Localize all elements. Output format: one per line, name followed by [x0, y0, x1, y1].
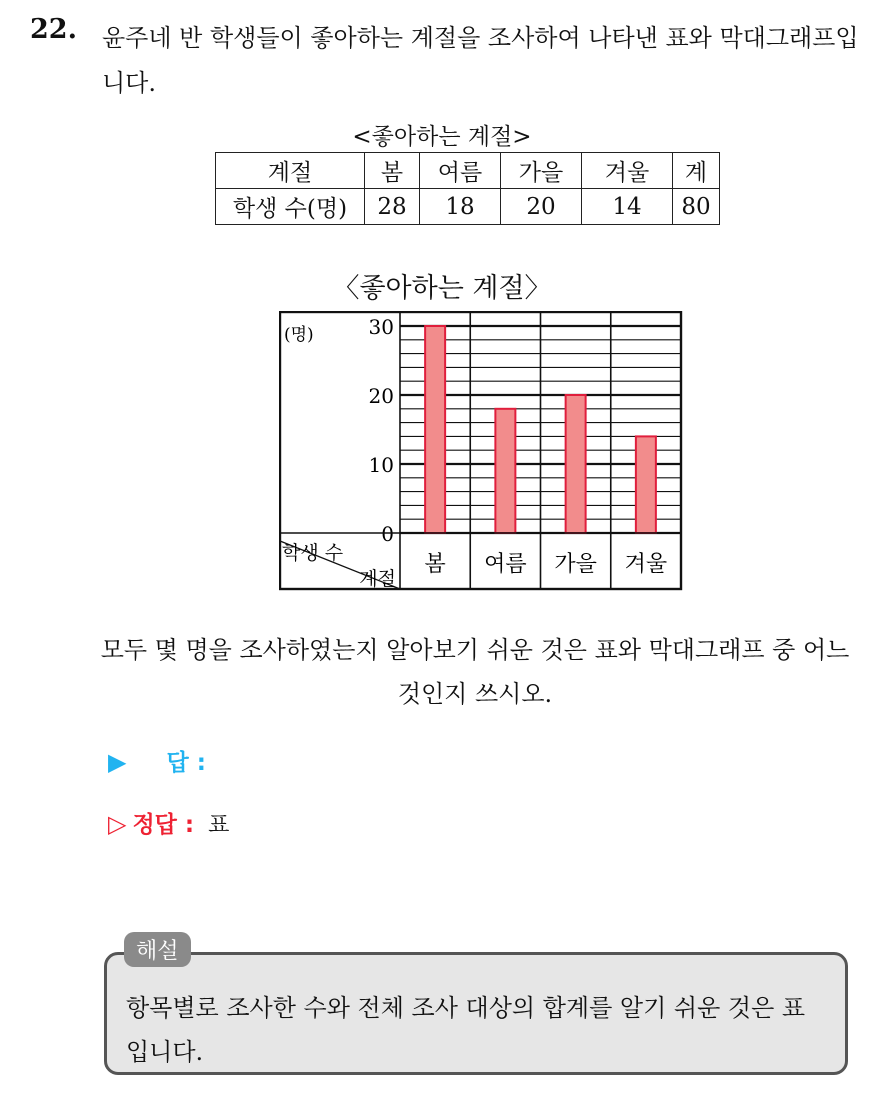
bar — [566, 395, 586, 533]
category-label: 봄 — [424, 552, 446, 577]
outline-triangle-icon: ▷ — [108, 810, 127, 838]
answer-row — [108, 744, 206, 777]
corner-bottom-label: 계절 — [359, 568, 396, 590]
bar — [636, 436, 656, 533]
bar — [495, 409, 515, 533]
bar — [425, 326, 445, 533]
chart-title: 〈좋아하는 계절〉 — [332, 273, 552, 304]
table-header-row — [216, 153, 720, 189]
table-cell: 28 — [365, 189, 420, 225]
table-cell: 계절 — [216, 153, 365, 189]
table-cell: 계 — [673, 153, 720, 189]
table-cell: 14 — [582, 189, 673, 225]
category-label: 겨울 — [624, 552, 668, 577]
y-tick-label: 20 — [368, 384, 394, 408]
table-cell: 여름 — [420, 153, 501, 189]
correct-answer-row — [108, 806, 229, 839]
table-cell: 봄 — [365, 153, 420, 189]
prompt-text: 모두 몇 명을 조사하였는지 알아보기 쉬운 것은 표와 막대그래프 중 어느 것인지 쓰시오. — [100, 636, 850, 708]
y-tick-label: 10 — [368, 453, 394, 477]
explanation-text: 항목별로 조사한 수와 전체 조사 대상의 합계를 알기 쉬운 것은 표입니다. — [126, 994, 806, 1066]
question-text: 윤주네 반 학생들이 좋아하는 계절을 조사하여 나타낸 표와 막대그래프입니다. — [102, 24, 859, 97]
season-table — [215, 152, 720, 225]
category-label: 가을 — [554, 552, 597, 577]
table-cell: 학생 수(명) — [216, 189, 365, 225]
y-tick-label: 30 — [368, 315, 394, 339]
corner-top-label: 학생 수 — [282, 542, 344, 564]
table-cell: 20 — [501, 189, 582, 225]
y-tick-label: 0 — [381, 522, 394, 546]
table-cell: 가을 — [501, 153, 582, 189]
table-cell: 80 — [673, 189, 720, 225]
explanation-tag: 해설 — [124, 932, 191, 967]
table-title: <좋아하는 계절> — [352, 124, 532, 150]
y-unit-label: (명) — [284, 325, 314, 345]
table-cell: 18 — [420, 189, 501, 225]
correct-answer-label: 정답 : — [132, 812, 195, 838]
question-number: 22. — [30, 14, 77, 45]
correct-answer-value: 표 — [208, 813, 230, 838]
play-triangle-icon: ▶ — [108, 748, 127, 776]
category-label: 여름 — [484, 552, 527, 577]
table-cell: 겨울 — [582, 153, 673, 189]
answer-label: 답 : — [166, 750, 206, 776]
bar-chart — [279, 311, 683, 591]
table-row — [216, 189, 720, 225]
